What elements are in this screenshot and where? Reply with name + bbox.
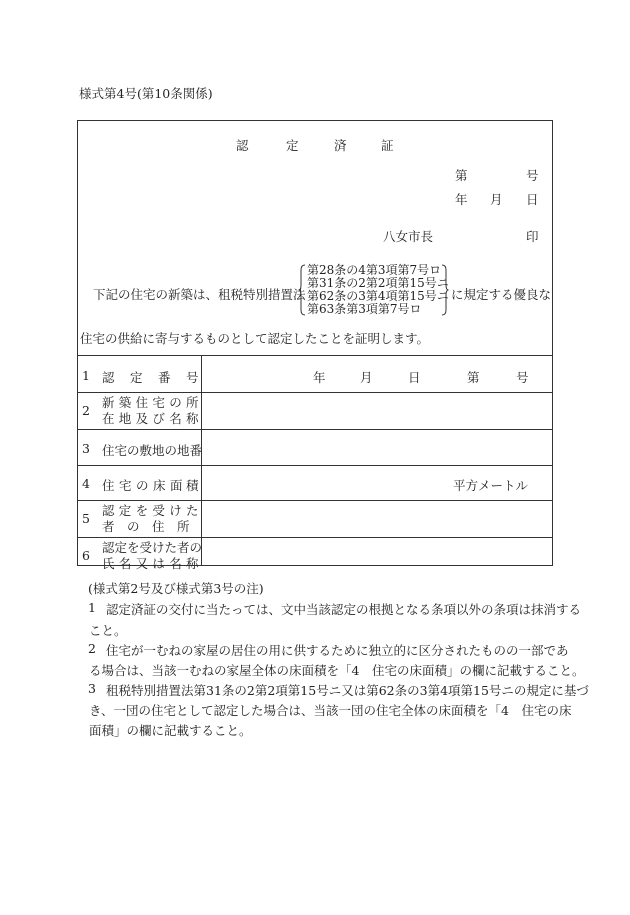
row2-label	[102, 395, 203, 427]
notes-heading: (様式第2号及び様式第3号の注)	[88, 581, 264, 596]
row1-year: 年	[313, 370, 326, 385]
row4-label-char: の	[136, 478, 149, 493]
note-number: 1	[88, 600, 96, 615]
note-line: 住宅が一むねの家屋の居住の用に供するために独立的に区分されたものの一部であ	[106, 643, 569, 658]
row6-label-line: 氏名又は名称	[102, 556, 203, 571]
row1-label-char: 番	[158, 370, 171, 385]
date-month: 月	[490, 192, 503, 207]
note-line: る場合は、当該一むねの家屋全体の床面積を「4 住宅の床面積」の欄に記載すること。	[89, 663, 585, 678]
row1-go: 号	[516, 370, 529, 385]
table-rule	[77, 537, 553, 538]
date-day: 日	[526, 192, 539, 207]
issuer: 八女市長	[383, 229, 434, 244]
row5-label-line: 認定を受けた	[102, 503, 203, 518]
floor-area-unit: 平方メートル	[453, 478, 529, 493]
row4-label-char: 床	[153, 478, 166, 493]
row4-label-char: 面	[170, 478, 183, 493]
date-year: 年	[455, 192, 468, 207]
row2-label-line: 在地及び名称	[102, 411, 203, 426]
title-char: 認	[236, 138, 249, 153]
row1-month: 月	[360, 370, 373, 385]
row-number: 2	[82, 403, 90, 418]
note-line: こと。	[89, 623, 127, 638]
row1-dai: 第	[467, 370, 480, 385]
row-number: 5	[82, 511, 90, 526]
row4-label-char: 積	[186, 478, 199, 493]
row6-label	[102, 540, 203, 572]
note-line: 認定済証の交付に当たっては、文中当該認定の根拠となる条項以外の条項は抹消する	[106, 602, 582, 617]
body-suffix: に規定する優良な	[451, 287, 552, 302]
table-rule	[77, 465, 553, 466]
row1-label-char: 号	[186, 370, 199, 385]
title-char: 済	[334, 138, 347, 153]
title-char: 証	[381, 138, 394, 153]
row1-label-char: 認	[102, 370, 115, 385]
number-label: 第	[455, 168, 468, 183]
note-line: 租税特別措置法第31条の2第2項第15号ニ又は第62条の3第4項第15号ニの規定に基づ	[106, 683, 589, 698]
number-suffix: 号	[526, 168, 539, 183]
body-prefix: 下記の住宅の新築は、租税特別措置法	[93, 287, 306, 302]
row5-label-line: 者 の 住 所	[102, 519, 190, 534]
note-line: き、一団の住宅として認定した場合は、当該一団の住宅全体の床面積を「4 住宅の床	[89, 703, 572, 718]
row2-label-line: 新築住宅の所	[102, 395, 203, 410]
table-rule	[77, 500, 553, 501]
row5-label	[102, 503, 203, 535]
table-rule	[77, 429, 553, 430]
table-rule	[77, 392, 553, 393]
row4-label-char: 住	[102, 478, 115, 493]
note-number: 2	[88, 641, 96, 656]
left-brace-icon	[298, 264, 306, 316]
seal-mark: 印	[526, 229, 539, 244]
row-number: 1	[82, 368, 90, 383]
law-item: 第62条の3第4項第15号ニ	[307, 289, 449, 303]
body-line2: 住宅の供給に寄与するものとして認定したことを証明します。	[80, 331, 430, 346]
row-number: 4	[82, 476, 90, 491]
law-item: 第28条の4第3項第7号ロ	[307, 263, 442, 277]
law-item: 第31条の2第2項第15号ニ	[307, 276, 449, 290]
row-number: 6	[82, 548, 90, 563]
table-rule	[77, 355, 553, 356]
note-number: 3	[88, 681, 96, 696]
row3-label: 住宅の敷地の地番	[102, 443, 203, 458]
row1-label-char: 定	[130, 370, 143, 385]
row1-day: 日	[408, 370, 421, 385]
row6-label-line: 認定を受けた者の	[102, 540, 203, 555]
note-line: 面積」の欄に記載すること。	[89, 723, 252, 738]
law-items	[307, 264, 449, 316]
row-number: 3	[82, 441, 90, 456]
form-label: 様式第4号(第10条関係)	[79, 86, 213, 101]
law-item: 第63条第3項第7号ロ	[307, 302, 422, 316]
row4-label-char: 宅	[119, 478, 132, 493]
right-brace-icon	[441, 264, 449, 316]
title-char: 定	[286, 138, 299, 153]
